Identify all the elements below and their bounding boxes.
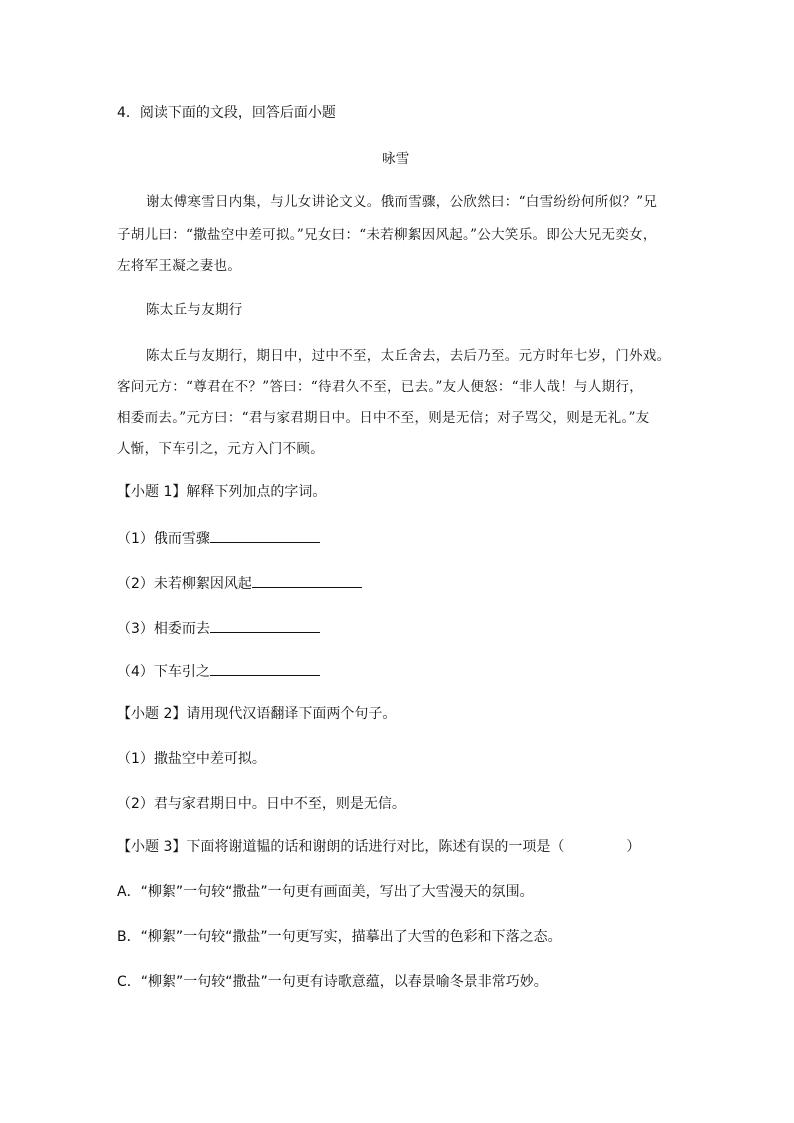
sub2-heading: 【小题 2】请用现代汉语翻译下面两个句子。 bbox=[117, 706, 397, 722]
sub3-heading-text: 【小题 3】下面将谢道韫的话和谢朗的话进行对比，陈述有误的一项是（ bbox=[117, 839, 565, 855]
option-a: A．“柳絮”一句较“撒盐”一句更有画面美，写出了大雪漫天的氛围。 bbox=[117, 884, 534, 900]
passage1-line: 谢太傅寒雪日内集，与儿女讲论文义。俄而雪骤，公欣然曰：“白雪纷纷何所似？”兄 bbox=[146, 194, 658, 210]
sub1-item bbox=[117, 617, 320, 639]
passage2-line: 陈太丘与友期行，期日中，过中不至，太丘舍去，去后乃至。元方时年七岁，门外戏。 bbox=[146, 348, 671, 364]
answer-blank[interactable] bbox=[210, 617, 320, 633]
passage1-title: 咏雪 bbox=[382, 151, 410, 167]
answer-blank[interactable] bbox=[210, 527, 320, 543]
sub3-heading bbox=[117, 837, 640, 857]
passage2-line: 客问元方：“尊君在不？”答曰：“待君久不至，已去。”友人便怒：“非人哉！与人期行， bbox=[117, 379, 644, 395]
question-instruction: 阅读下面的文段，回答后面小题 bbox=[139, 105, 336, 121]
question-number: 4． bbox=[117, 105, 140, 121]
sub1-item bbox=[117, 572, 362, 594]
passage2-line: 人惭，下车引之，元方入门不顾。 bbox=[117, 441, 324, 457]
answer-blank[interactable] bbox=[210, 660, 320, 676]
option-b: B．“柳絮”一句较“撒盐”一句更写实，描摹出了大雪的色彩和下落之态。 bbox=[117, 929, 562, 945]
passage1-line: 左将军王凝之妻也。 bbox=[117, 258, 242, 274]
sub1-item bbox=[117, 527, 320, 549]
sub2-item: （1）撒盐空中差可拟。 bbox=[117, 751, 266, 767]
sub1-item-text: （3）相委而去 bbox=[117, 621, 210, 637]
question-header bbox=[117, 103, 336, 123]
option-c: C．“柳絮”一句较“撒盐”一句更有诗歌意蕴，以春景喻冬景非常巧妙。 bbox=[117, 974, 548, 990]
sub3-heading-end: ） bbox=[626, 839, 641, 855]
sub1-heading: 【小题 1】解释下列加点的字词。 bbox=[117, 484, 327, 500]
sub1-item-text: （2）未若柳絮因风起 bbox=[117, 576, 252, 592]
passage1-line: 子胡儿曰：“撒盐空中差可拟。”兄女曰：“未若柳絮因风起。”公大笑乐。即公大兄无奕女， bbox=[117, 227, 657, 243]
sub1-item-text: （1）俄而雪骤 bbox=[117, 531, 210, 547]
sub1-item bbox=[117, 660, 320, 682]
sub2-item: （2）君与家君期日中。日中不至，则是无信。 bbox=[117, 796, 406, 812]
answer-blank[interactable] bbox=[252, 572, 362, 588]
passage2-title: 陈太丘与友期行 bbox=[146, 302, 243, 318]
passage2-line: 相委而去。”元方曰：“君与家君期日中。日中不至，则是无信；对子骂父，则是无礼。”友 bbox=[117, 410, 650, 426]
sub1-item-text: （4）下车引之 bbox=[117, 664, 210, 680]
